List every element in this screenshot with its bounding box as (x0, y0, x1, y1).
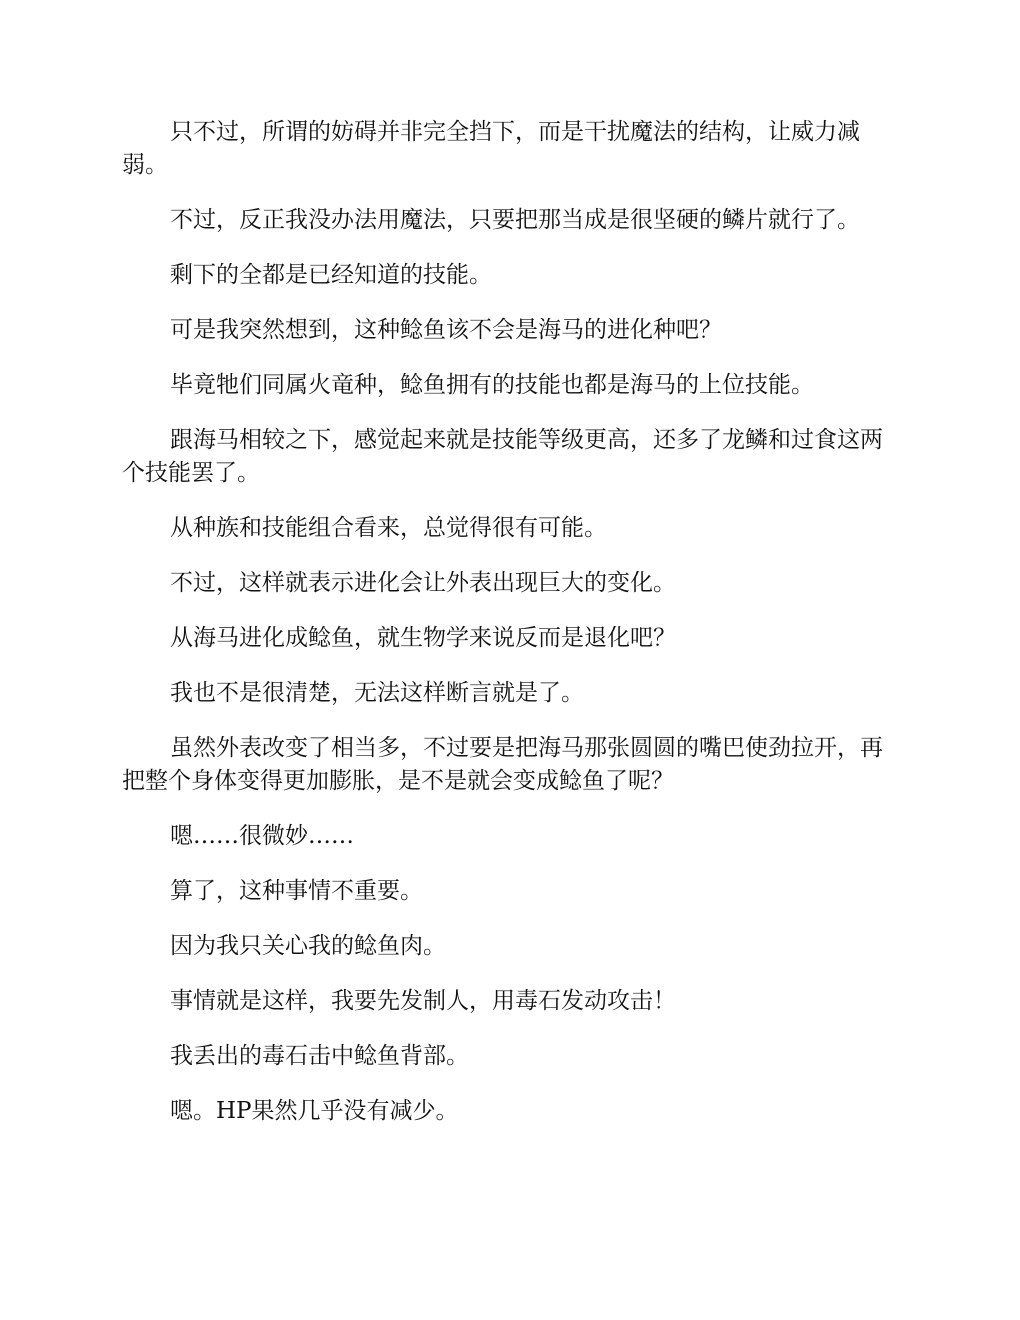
paragraph: 不过，反正我没办法用魔法，只要把那当成是很坚硬的鳞片就行了。 (170, 207, 860, 233)
paragraph: 可是我突然想到，这种鲶鱼该不会是海马的进化种吧？ (170, 317, 722, 343)
paragraph: 嗯……很微妙…… (170, 823, 354, 849)
paragraph: 跟海马相较之下，感觉起来就是技能等级更高，还多了龙鳞和过食这两个技能罢了。 (122, 427, 883, 486)
paragraph: 算了，这种事情不重要。 (170, 878, 423, 904)
paragraph: 从海马进化成鲶鱼，就生物学来说反而是退化吧？ (170, 625, 676, 651)
paragraph: 我也不是很清楚，无法这样断言就是了。 (170, 680, 584, 706)
paragraph: 嗯。HP果然几乎没有减少。 (170, 1098, 459, 1124)
paragraph: 毕竟牠们同属火竜种，鲶鱼拥有的技能也都是海马的上位技能。 (170, 372, 814, 398)
paragraph: 从种族和技能组合看来，总觉得很有可能。 (170, 515, 607, 541)
paragraph: 我丢出的毒石击中鲶鱼背部。 (170, 1043, 469, 1069)
paragraph: 虽然外表改变了相当多，不过要是把海马那张圆圆的嘴巴使劲拉开，再把整个身体变得更加膨胀，是不是就会变成鲶鱼了呢？ (122, 735, 883, 794)
body-text (122, 116, 902, 1150)
paragraph: 剩下的全都是已经知道的技能。 (170, 262, 492, 288)
paragraph: 因为我只关心我的鲶鱼肉。 (170, 933, 446, 959)
paragraph: 事情就是这样，我要先发制人，用毒石发动攻击！ (170, 988, 676, 1014)
paragraph: 只不过，所谓的妨碍并非完全挡下，而是干扰魔法的结构，让威力减弱。 (122, 119, 860, 178)
paragraph: 不过，这样就表示进化会让外表出现巨大的变化。 (170, 570, 676, 596)
